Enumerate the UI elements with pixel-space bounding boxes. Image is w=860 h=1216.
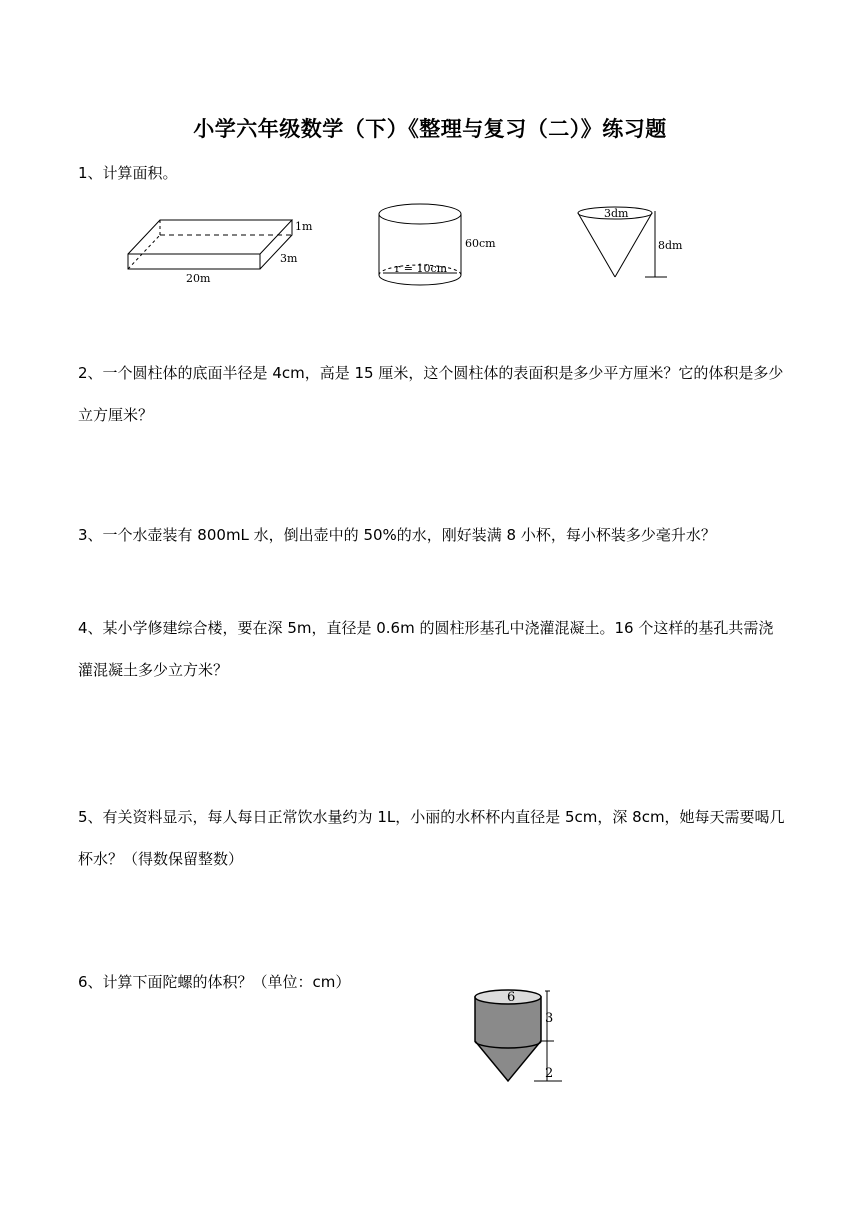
- cylinder-height-label: 60cm: [465, 237, 496, 250]
- cuboid-width-label: 3m: [280, 252, 298, 265]
- cuboid-figure: [120, 205, 320, 290]
- question-1-text: 1、计算面积。: [78, 164, 178, 182]
- question-6-text: 6、计算下面陀螺的体积？（单位：cm）: [78, 973, 351, 991]
- question-2-text: 2、一个圆柱体的底面半径是 4cm，高是 15 厘米，这个圆柱体的表面积是多少平方厘米？它的体积是多少立方厘米？: [78, 364, 784, 424]
- spinning-top-figure: [470, 985, 570, 1090]
- cuboid-length-label: 20m: [186, 272, 211, 285]
- question-5-text: 5、有关资料显示，每人每日正常饮水量约为 1L，小丽的水杯杯内直径是 5cm，深 8cm，她每天需要喝几杯水？（得数保留整数）: [78, 808, 785, 868]
- cone-figure: [575, 203, 683, 283]
- question-6: [78, 961, 788, 1003]
- cylinder-radius-label: r = 10cm: [395, 262, 448, 275]
- cone-height-label: 8dm: [658, 239, 683, 252]
- cylinder-figure: [375, 200, 505, 295]
- question-2: [78, 352, 788, 436]
- question-4: [78, 607, 788, 691]
- question-1: [78, 152, 788, 194]
- question-5: [78, 796, 788, 880]
- top-cone-height-label: 2: [545, 1066, 554, 1081]
- top-cylinder-height-label: 3: [545, 1011, 554, 1026]
- page-title: 小学六年级数学（下）《整理与复习（二）》练习题: [193, 117, 667, 141]
- top-diameter-label: 6: [507, 990, 516, 1005]
- question-3: [78, 514, 788, 556]
- question-3-text: 3、一个水壶装有 800mL 水，倒出壶中的 50%的水，刚好装满 8 小杯，每小杯装多少毫升水？: [78, 526, 716, 544]
- cone-diameter-label: 3dm: [604, 207, 629, 220]
- question-4-text: 4、某小学修建综合楼，要在深 5m，直径是 0.6m 的圆柱形基孔中浇灌混凝土。16 个这样的基孔共需浇灌混凝土多少立方米？: [78, 619, 774, 679]
- cuboid-height-label: 1m: [295, 220, 313, 233]
